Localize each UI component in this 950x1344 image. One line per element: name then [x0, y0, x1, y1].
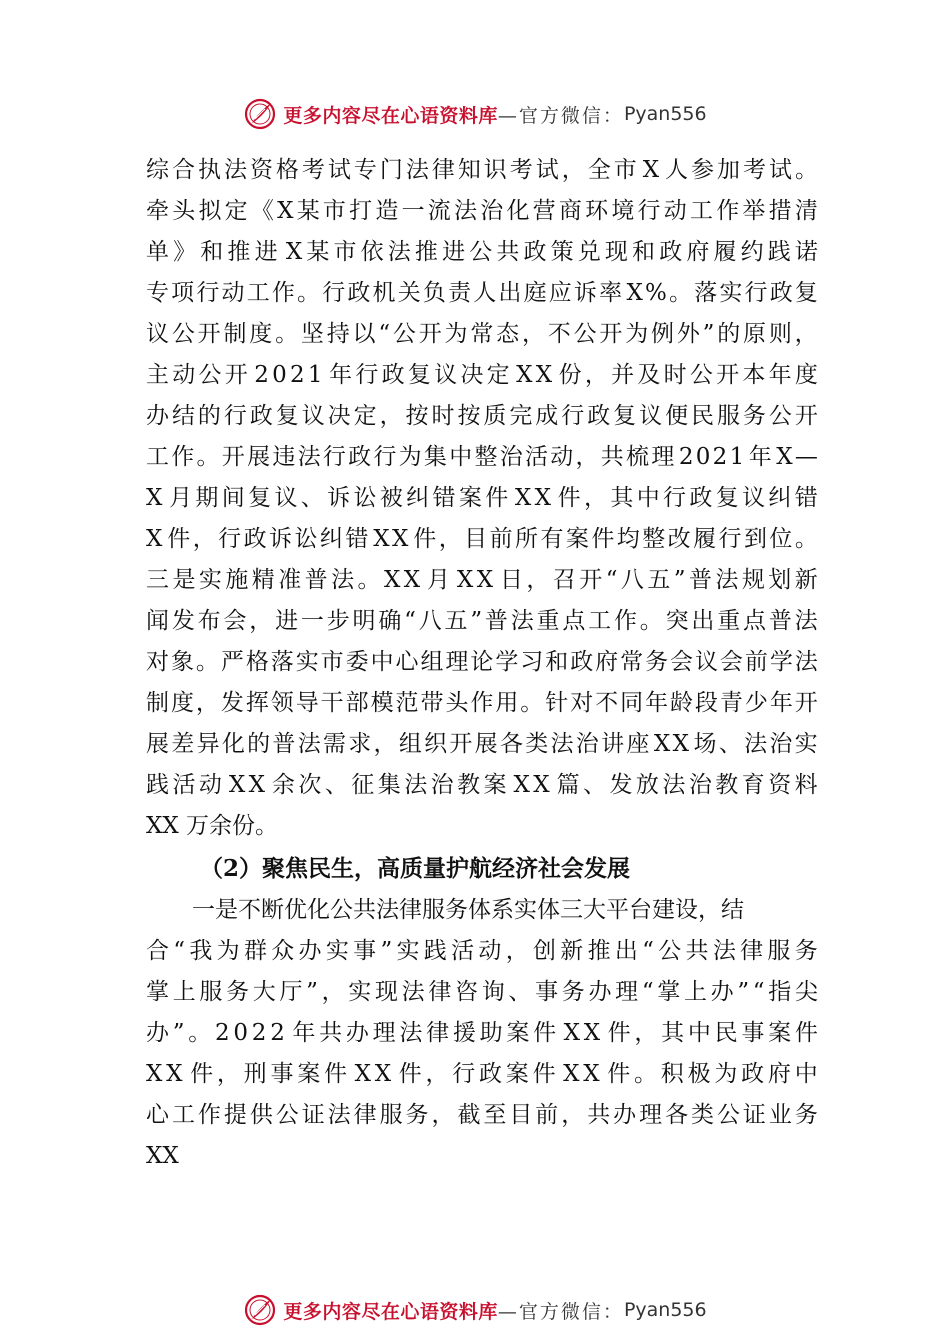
body-line: 议 公 开 制 度 。 坚 持 以 “ 公 开 为 常 态 ， 不 公 开 为 例 外 ” 的 原 则 ，	[146, 321, 818, 347]
watermark-account: Pyan556	[623, 103, 707, 125]
section-heading: （2）聚焦民生，高质量护航经济社会发展	[200, 855, 631, 882]
body-line-last: XX 万余份。	[146, 813, 279, 839]
body-line: X 月 期 间 复 议 、 诉 讼 被 纠 错 案 件 X X 件 ， 其 中 行 政 复 议 纠 错	[146, 485, 818, 511]
document-body	[146, 150, 818, 1177]
body-line: 三 是 实 施 精 准 普 法 。 X X 月 X X 日 ， 召 开 “ 八 五 ” 普 法 规 划 新	[146, 567, 818, 593]
body-line: 工 作 。 开 展 违 法 行 政 行 为 集 中 整 治 活 动 ， 共 梳 理 2 0 2 1 年 X —	[146, 444, 818, 470]
body-line-last: XX	[146, 1143, 179, 1169]
seal-feather-icon	[243, 97, 277, 131]
body-line: 办 ” 。 2 0 2 2 年 共 办 理 法 律 援 助 案 件 X X 件 ， 其 中 民 事 案 件	[146, 1020, 818, 1046]
body-line: 主 动 公 开 2 0 2 1 年 行 政 复 议 决 定 X X 份 ， 并 及 时 公 开 本 年 度	[146, 362, 818, 388]
body-line: 综 合 执 法 资 格 考 试 专 门 法 律 知 识 考 试 ， 全 市 X 人 参 加 考 试 。	[146, 157, 818, 183]
body-line: 展 差 异 化 的 普 法 需 求 ， 组 织 开 展 各 类 法 治 讲 座 X X 场 、 法 治 实	[146, 731, 818, 757]
body-line: 一是不断优化公共法律服务体系实体三大平台建设，结	[146, 897, 744, 923]
body-line: 掌 上 服 务 大 厅 ” ， 实 现 法 律 咨 询 、 事 务 办 理 “ 掌 上 办 ” “ 指 尖	[146, 979, 818, 1005]
body-line: 闻 发 布 会 ， 进 一 步 明 确 “ 八 五 ” 普 法 重 点 工 作 。 突 出 重 点 普 法	[146, 608, 818, 634]
body-line: 心 工 作 提 供 公 证 法 律 服 务 ， 截 至 目 前 ， 共 办 理 各 类 公 证 业 务	[146, 1102, 818, 1128]
body-line: 专 项 行 动 工 作 。 行 政 机 关 负 责 人 出 庭 应 诉 率 X % 。 落 实 行 政 复	[146, 280, 818, 306]
watermark-separator: —官方微信：	[497, 104, 624, 127]
body-line: X X 件 ， 刑 事 案 件 X X 件 ， 行 政 案 件 X X 件 。 积 极 为 政 府 中	[146, 1061, 818, 1087]
watermark-account: Pyan556	[623, 1299, 707, 1321]
seal-feather-icon	[243, 1293, 277, 1327]
body-line: 对 象 。 严 格 落 实 市 委 中 心 组 理 论 学 习 和 政 府 常 务 会 议 会 前 学 法	[146, 649, 818, 675]
body-line: 践 活 动 X X 余 次 、 征 集 法 治 教 案 X X 篇 、 发 放 法 治 教 育 资 料	[146, 772, 818, 798]
watermark-brand: 更多内容尽在心语资料库	[283, 104, 498, 127]
footer-watermark	[0, 1290, 950, 1330]
watermark-separator: —官方微信：	[497, 1300, 624, 1323]
body-line: 合 “ 我 为 群 众 办 实 事 ” 实 践 活 动 ， 创 新 推 出 “ 公 共 法 律 服 务	[146, 938, 818, 964]
body-line: X 件 ， 行 政 诉 讼 纠 错 X X 件 ， 目 前 所 有 案 件 均 整 改 履 行 到 位 。	[146, 526, 818, 552]
body-line: 办 结 的 行 政 复 议 决 定 ， 按 时 按 质 完 成 行 政 复 议 便 民 服 务 公 开	[146, 403, 818, 429]
body-line: 制 度 ， 发 挥 领 导 干 部 模 范 带 头 作 用 。 针 对 不 同 年 龄 段 青 少 年 开	[146, 690, 818, 716]
body-line: 牵 头 拟 定 《 X 某 市 打 造 一 流 法 治 化 营 商 环 境 行 动 工 作 举 措 清	[146, 198, 818, 224]
watermark-brand: 更多内容尽在心语资料库	[283, 1300, 498, 1323]
header-watermark	[0, 94, 950, 134]
body-line: 单 》 和 推 进 X 某 市 依 法 推 进 公 共 政 策 兑 现 和 政 府 履 约 践 诺	[146, 239, 818, 265]
